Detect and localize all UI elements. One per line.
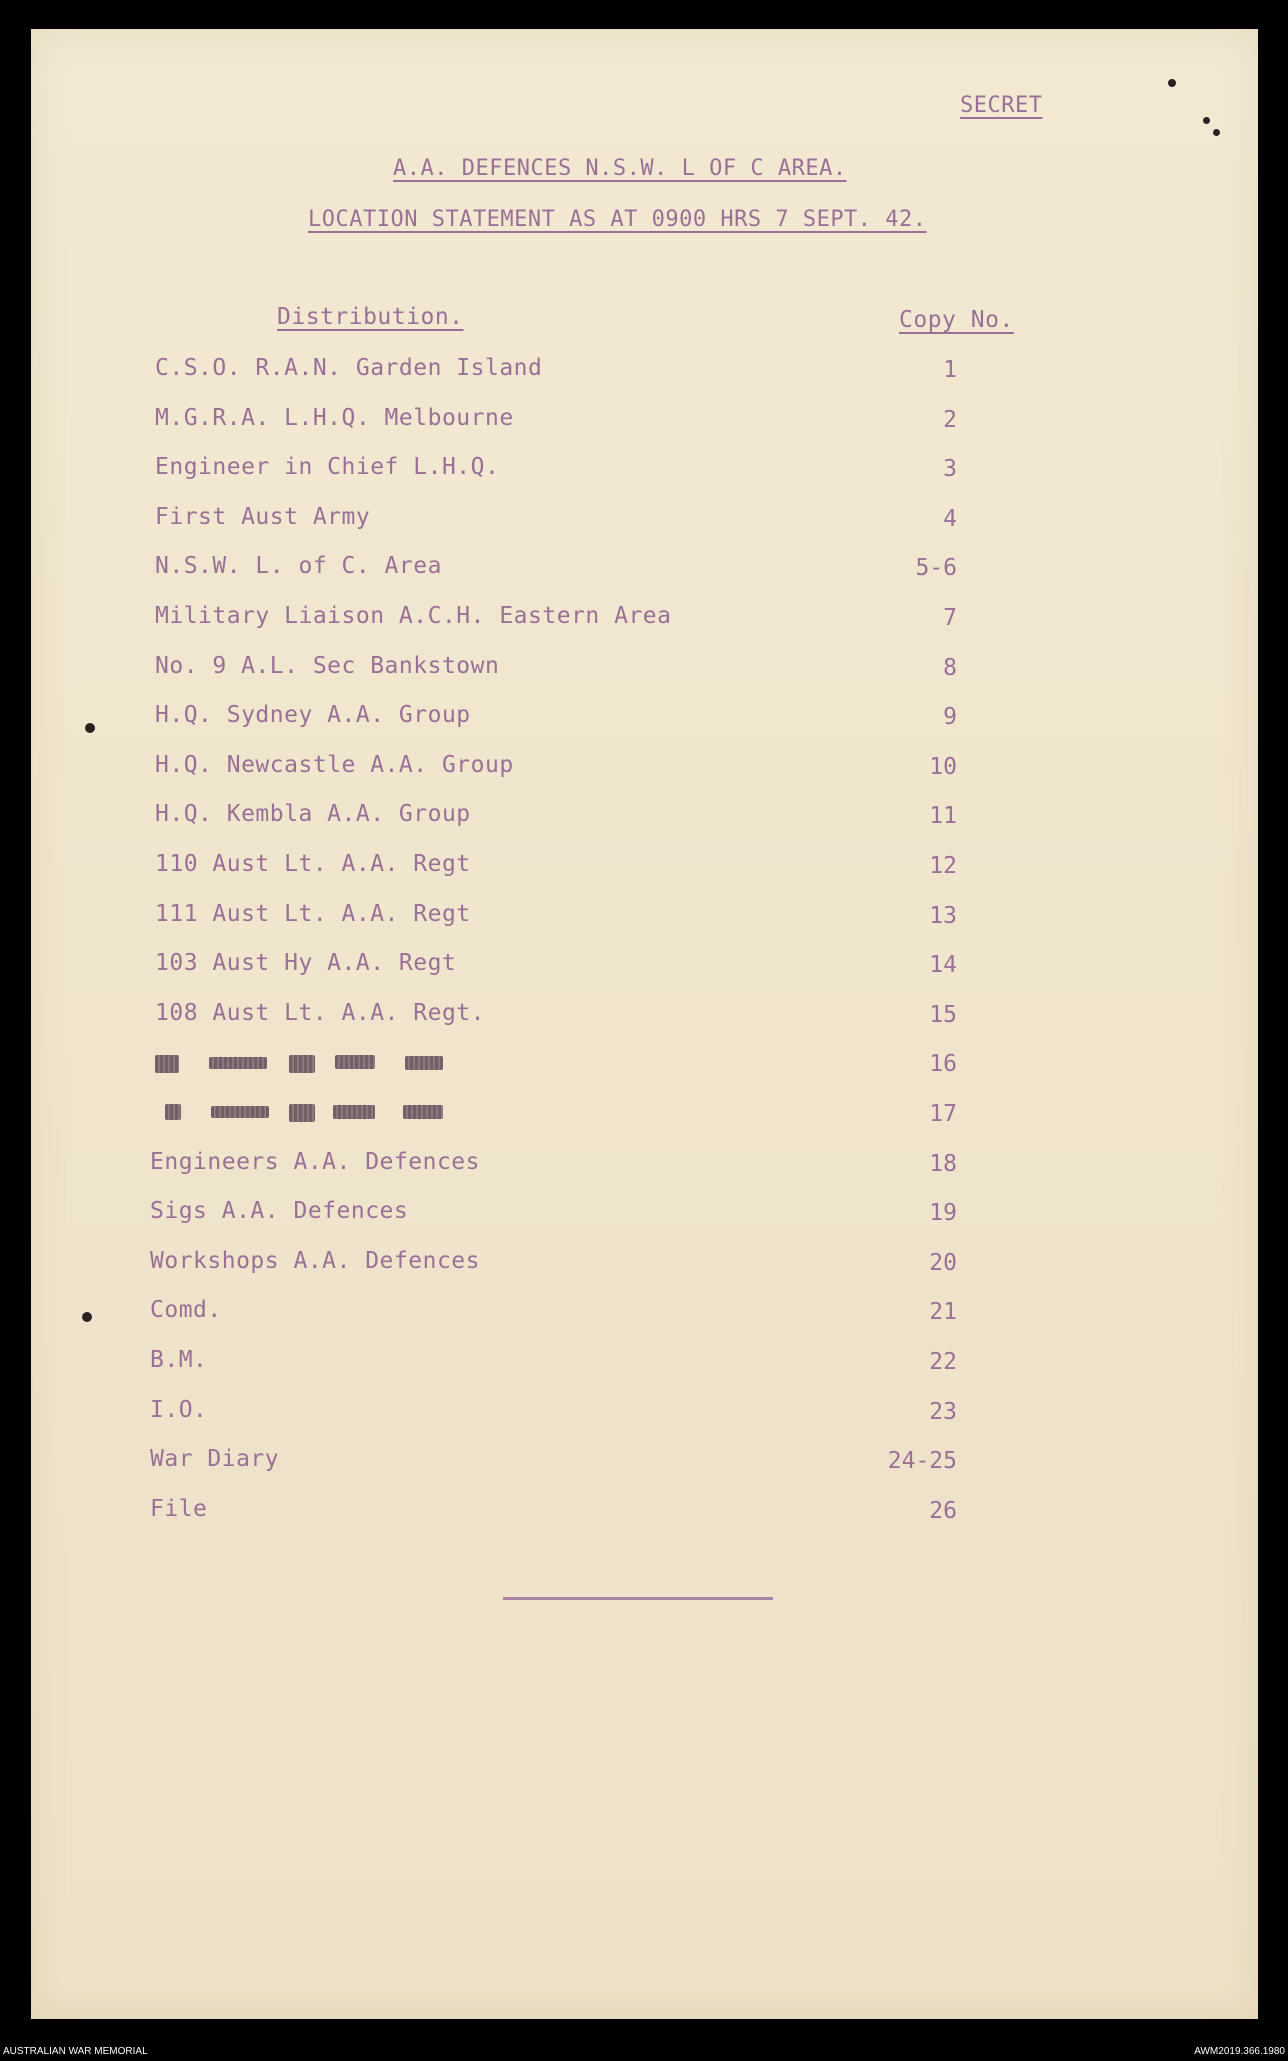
redaction-mark [405,1056,443,1070]
document-title-line1: A.A. DEFENCES N.S.W. L OF C AREA. [393,156,847,181]
distribution-recipient: No. 9 A.L. Sec Bankstown [155,653,500,679]
redaction-mark [155,1055,179,1073]
distribution-recipient: Military Liaison A.C.H. Eastern Area [155,603,672,629]
distribution-recipient: H.Q. Newcastle A.A. Group [155,752,514,778]
copy-number: 7 [943,605,957,631]
redaction-mark [403,1105,443,1119]
copy-number-heading: Copy No. [899,307,1014,333]
distribution-recipient: File [150,1496,208,1522]
copy-number: 10 [929,754,957,780]
redaction-mark [165,1104,181,1120]
copy-number: 15 [929,1002,957,1028]
distribution-recipient: Engineers A.A. Defences [150,1149,480,1175]
distribution-recipient: I.O. [150,1397,208,1423]
copy-number: 9 [943,704,957,730]
distribution-recipient: 110 Aust Lt. A.A. Regt [155,851,471,877]
copy-number: 26 [929,1498,957,1524]
distribution-recipient: Workshops A.A. Defences [150,1248,480,1274]
copy-number: 5-6 [915,555,957,581]
distribution-recipient: Comd. [150,1297,222,1323]
copy-number: 2 [943,407,957,433]
punch-hole [1168,79,1176,87]
copy-number: 1 [943,357,957,383]
distribution-recipient: N.S.W. L. of C. Area [155,553,442,579]
distribution-recipient: M.G.R.A. L.H.Q. Melbourne [155,405,514,431]
copy-number: 23 [929,1399,957,1425]
distribution-recipient: C.S.O. R.A.N. Garden Island [155,355,543,381]
copy-number: 20 [929,1250,957,1276]
closing-rule [503,1597,773,1600]
redaction-mark [209,1057,267,1069]
copy-number: 19 [929,1200,957,1226]
distribution-recipient: 111 Aust Lt. A.A. Regt [155,901,471,927]
punch-hole [82,1312,92,1322]
redaction-mark [333,1105,375,1119]
distribution-recipient: Engineer in Chief L.H.Q. [155,454,500,480]
copy-number: 13 [929,903,957,929]
copy-number: 12 [929,853,957,879]
distribution-list [31,29,1258,2019]
copy-number: 16 [929,1051,957,1077]
copy-number: 8 [943,655,957,681]
classification-mark: SECRET [960,93,1043,118]
copy-number: 24-25 [887,1448,957,1474]
redaction-mark [335,1055,375,1069]
copy-number: 18 [929,1151,957,1177]
copy-number: 22 [929,1349,957,1375]
distribution-recipient: War Diary [150,1446,280,1472]
redaction-mark [289,1104,315,1122]
punch-hole [1213,129,1220,136]
copy-number: 21 [929,1299,957,1325]
document-page [31,29,1258,2019]
distribution-recipient: H.Q. Sydney A.A. Group [155,702,471,728]
distribution-recipient: First Aust Army [155,504,371,530]
distribution-recipient: 103 Aust Hy A.A. Regt [155,950,457,976]
footer-source: AUSTRALIAN WAR MEMORIAL [3,2046,148,2057]
copy-number: 14 [929,952,957,978]
distribution-recipient: 108 Aust Lt. A.A. Regt. [155,1000,485,1026]
punch-hole [1203,117,1210,124]
footer-accession-id: AWM2019.366.1980 [1194,2046,1285,2057]
copy-number: 17 [929,1101,957,1127]
redaction-mark [289,1055,315,1073]
redaction-mark [211,1106,269,1118]
document-title-line2: LOCATION STATEMENT AS AT 0900 HRS 7 SEPT. 42. [308,207,927,232]
punch-hole [85,723,95,733]
copy-number: 3 [943,456,957,482]
distribution-recipient: Sigs A.A. Defences [150,1198,409,1224]
distribution-recipient: H.Q. Kembla A.A. Group [155,801,471,827]
distribution-heading: Distribution. [277,304,464,330]
copy-number: 11 [929,803,957,829]
copy-number: 4 [943,506,957,532]
distribution-recipient: B.M. [150,1347,208,1373]
